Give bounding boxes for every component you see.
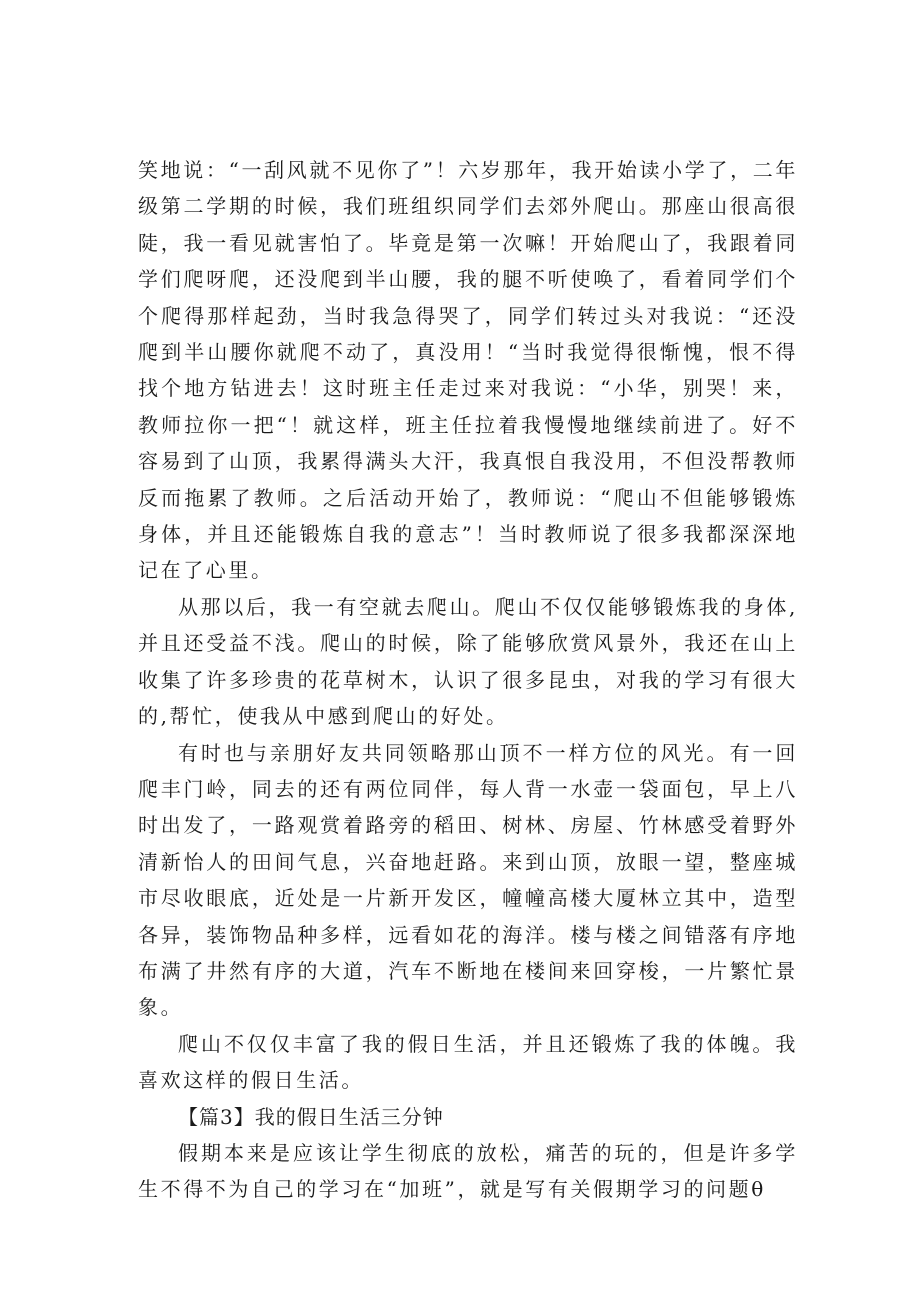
section-heading: 【篇3】我的假日生活三分钟 xyxy=(178,1104,444,1129)
paragraph-1: 笑地说：“一刮风就不见你了”！六岁那年，我开始读小学了，二年级第二学期的时候，我们班组织同学们去郊外爬山。那座山很高很陡，我一看见就害怕了。毕竟是第一次嘛！开始爬山了，我跟着同学们爬呀爬，还没爬到半山腰，我的腿不听使唤了，看着同学们个个爬得那样起劲，当时我急得哭了，同学们转过头对我说：“还没爬到半山腰你就爬不动了，真没用！“当时我觉得很惭愧，恨不得找个地方钻进去！这时班主任走过来对我说：“小华，别哭！来，教师拉你一把“！就这样，班主任拉着我慢慢地继续前进了。好不容易到了山顶，我累得满头大汗，我真恨自我没用，不但没帮教师反而拖累了教师。之后活动开始了，教师说：“爬山不但能够锻炼身体，并且还能锻炼自我的意志”！当时教师说了很多我都深深地记在了心里。 xyxy=(138,158,798,583)
paragraph-3: 有时也与亲朋好友共同领略那山顶不一样方位的风光。有一回爬丰门岭，同去的还有两位同伴，每人背一水壶一袋面包，早上八时出发了，一路观赏着路旁的稻田、树林、房屋、竹林感受着野外清新怡人的田间气息，兴奋地赶路。来到山顶，放眼一望，整座城市尽收眼底，近处是一片新开发区，幢幢高楼大厦林立其中，造型各异，装饰物品种多样，远看如花的海洋。楼与楼之间错落有序地布满了井然有序的大道，汽车不断地在楼间来回穿梭，一片繁忙景象。 xyxy=(138,740,798,1020)
paragraph-4: 爬山不仅仅丰富了我的假日生活，并且还锻炼了我的体魄。我喜欢这样的假日生活。 xyxy=(138,1031,798,1093)
paragraph-5: 假期本来是应该让学生彻底的放松，痛苦的玩的，但是许多学生不得不为自己的学习在“加班”，就是写有关假期学习的问题θ xyxy=(138,1140,798,1202)
paragraph-2: 从那以后，我一有空就去爬山。爬山不仅仅能够锻炼我的身体,并且还受益不浅。爬山的时候，除了能够欣赏风景外，我还在山上收集了许多珍贵的花草树木，认识了很多昆虫，对我的学习有很大的,帮忙，使我从中感到爬山的好处。 xyxy=(138,594,798,729)
document-page xyxy=(138,152,798,1208)
